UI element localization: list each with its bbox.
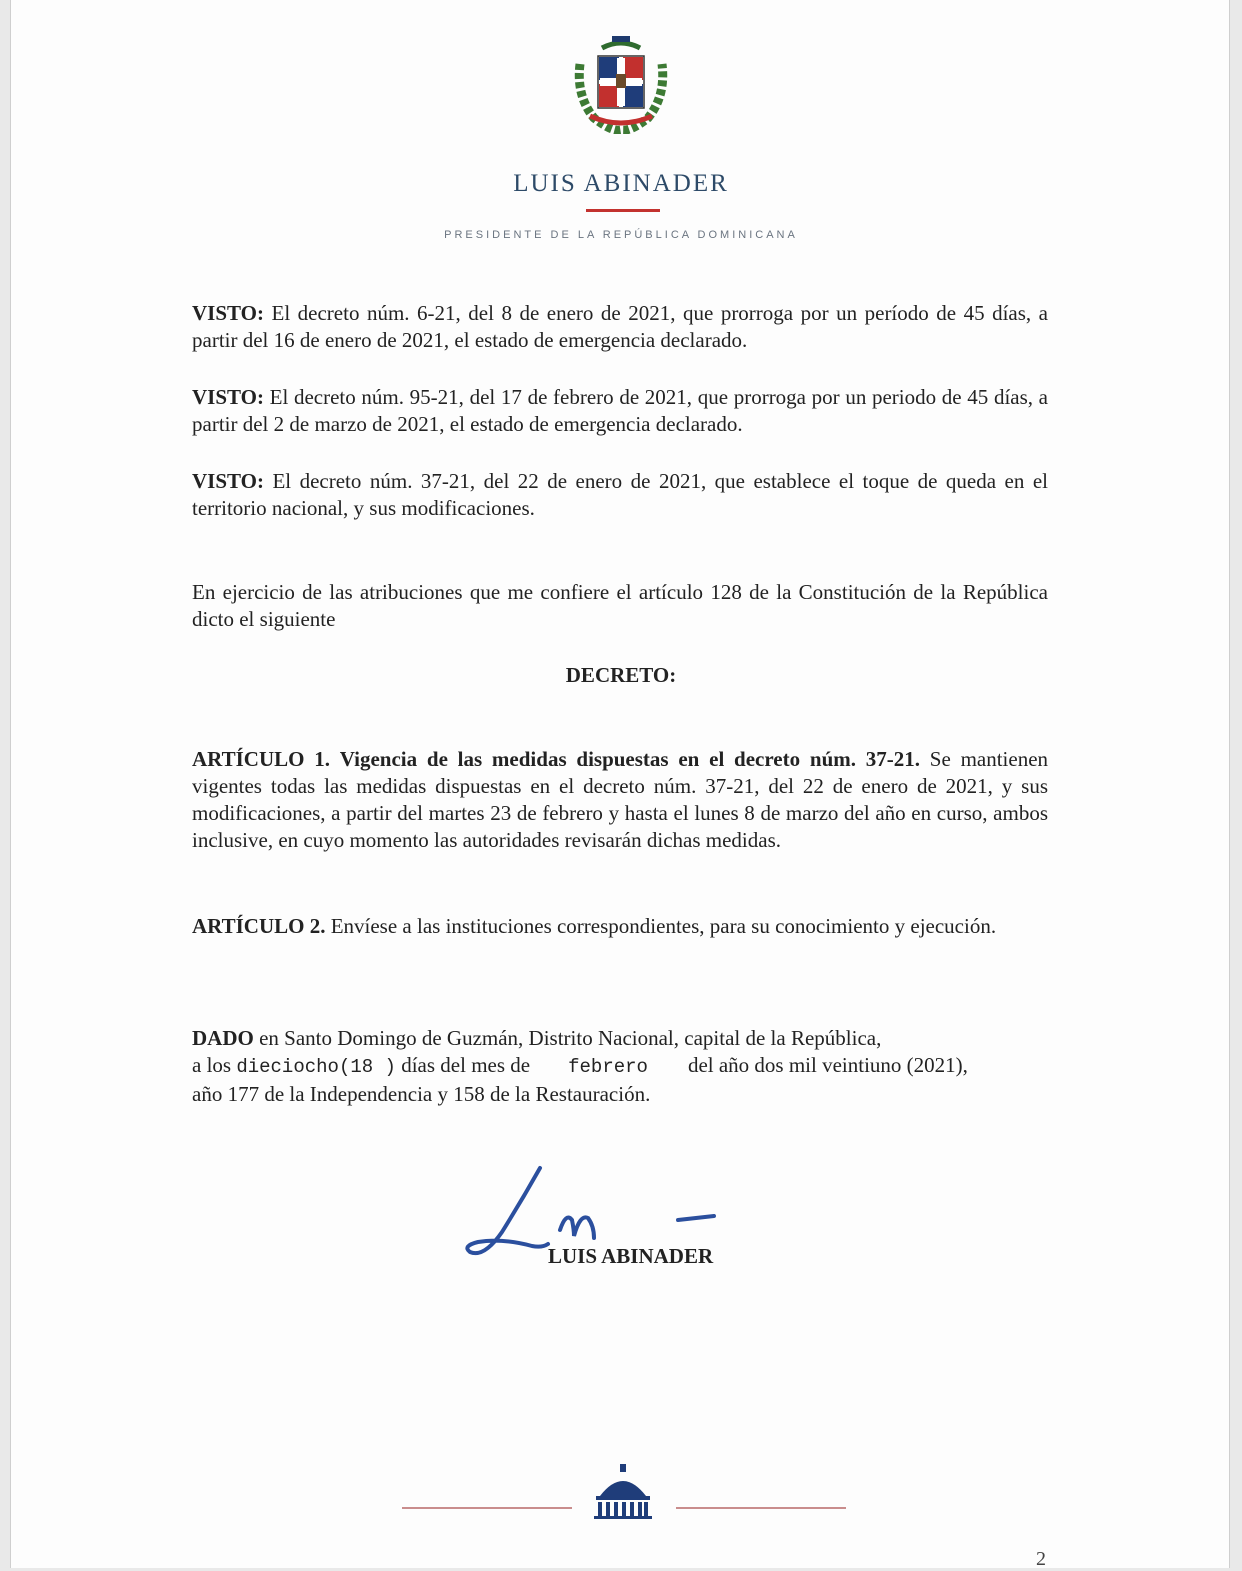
article-paragraph (192, 913, 1048, 940)
visto-label: VISTO: (192, 469, 264, 493)
dado-prefix: a los (192, 1053, 232, 1077)
visto-paragraph (192, 384, 1048, 438)
dado-mid: días del mes de (401, 1053, 531, 1077)
page-number: 2 (1036, 1548, 1046, 1570)
dado-text-2: año 177 de la Independencia y 158 de la Restauración. (192, 1082, 651, 1106)
footer-right-rule (676, 1507, 846, 1509)
dado-suffix: del año dos mil veintiuno (2021), (687, 1053, 968, 1077)
header-subtitle: PRESIDENTE DE LA REPÚBLICA DOMINICANA (444, 229, 798, 241)
dado-text: en Santo Domingo de Guzmán, Distrito Nacional, capital de la República, (259, 1026, 882, 1050)
visto-text: El decreto núm. 6-21, del 8 de enero de 2021, que prorroga por un período de 45 días, a partir del 16 de enero de 2021, el estado de emergencia declarado. (192, 301, 1049, 352)
visto-label: VISTO: (192, 301, 264, 325)
dome-emblem-icon (592, 1462, 654, 1520)
dado-paragraph (192, 1025, 1048, 1108)
exercise-paragraph (192, 579, 1048, 633)
article-text: Se mantienen vigentes todas las medidas dispuestas en el decreto núm. 37-21, del 22 de enero de 2021, y sus modificaciones, a partir del martes 23 de febrero y hasta el lunes 8 de marzo del año en curso, ambos inclusive, en cuyo momento las autoridades revisarán dichas medidas. (192, 747, 1049, 852)
article-heading: Vigencia de las medidas dispuestas en el decreto núm. 37-21. (339, 747, 921, 771)
dado-day-typed: dieciocho(18 ) (236, 1056, 396, 1078)
coat-of-arms-seal (572, 34, 670, 134)
footer-left-rule (402, 1507, 572, 1509)
visto-text: El decreto núm. 95-21, del 17 de febrero de 2021, que prorroga por un periodo de 45 días, a partir del 2 de marzo de 2021, el estado de emergencia declarado. (192, 385, 1049, 436)
visto-paragraph (192, 300, 1048, 354)
dado-month-typed: febrero (568, 1056, 648, 1078)
article-paragraph (192, 746, 1048, 854)
signature-name: LUIS ABINADER (548, 1244, 714, 1268)
visto-paragraph (192, 468, 1048, 522)
dado-label: DADO (192, 1026, 254, 1050)
exercise-text: En ejercicio de las atribuciones que me confiere el artículo 128 de la Constitución de la República dicto el siguiente (192, 580, 1048, 631)
header-red-rule (586, 209, 660, 212)
article-text: Envíese a las instituciones correspondientes, para su conocimiento y ejecución. (330, 914, 997, 938)
article-label: ARTÍCULO 2. (192, 914, 326, 938)
visto-label: VISTO: (192, 385, 264, 409)
article-label: ARTÍCULO 1. (192, 747, 330, 771)
header-name: LUIS ABINADER (513, 170, 729, 197)
decree-title: DECRETO: (565, 663, 677, 687)
visto-text: El decreto núm. 37-21, del 22 de enero de 2021, que establece el toque de queda en el territorio nacional, y sus modificaciones. (192, 469, 1049, 520)
